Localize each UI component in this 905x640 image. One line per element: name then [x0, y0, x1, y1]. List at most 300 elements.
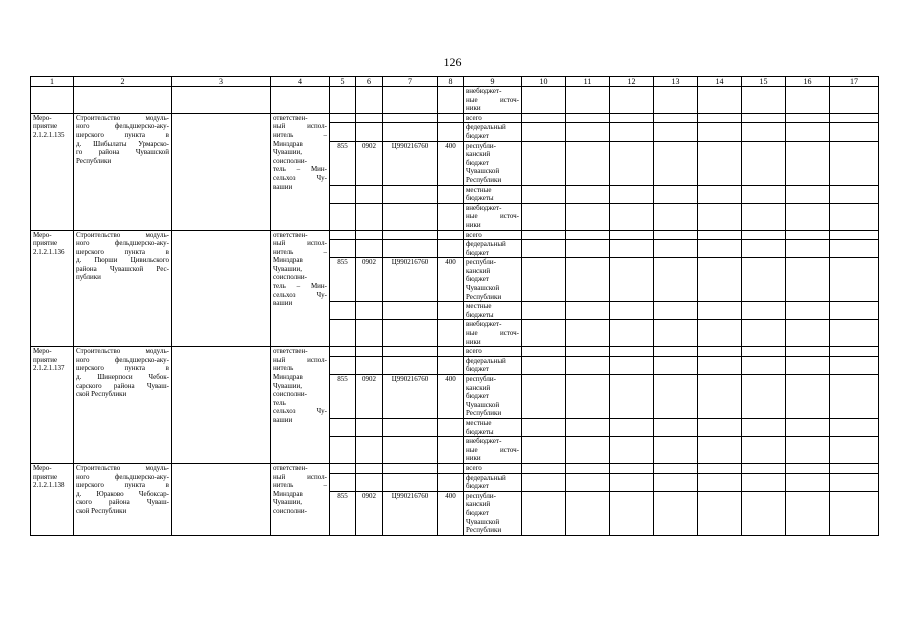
value-cell [522, 302, 566, 320]
code-cell [330, 302, 356, 320]
value-cell [654, 230, 698, 240]
code-cell [383, 185, 438, 203]
text-line: канский [466, 266, 491, 275]
value-cell [742, 473, 786, 491]
text-line: Минздрав [273, 373, 303, 381]
text-line: го района Чувашской [76, 148, 169, 157]
value-cell [522, 113, 566, 123]
value-cell [566, 230, 610, 240]
text-line: местные [466, 185, 492, 194]
text-line: Республики [466, 175, 502, 184]
code-cell [356, 230, 383, 240]
value-cell [698, 491, 742, 535]
value-cell [654, 418, 698, 436]
column-number: 10 [522, 77, 566, 87]
value-cell [522, 375, 566, 419]
code-vr: 400 [438, 375, 464, 419]
value-cell [742, 418, 786, 436]
value-cell [566, 113, 610, 123]
code-cell [438, 113, 464, 123]
text-line: внебюджет- [466, 87, 502, 95]
text-line: бюджет [466, 482, 489, 491]
value-cell [698, 87, 742, 114]
code-cell [356, 302, 383, 320]
text-line: ного фельдшерско-аку- [76, 355, 169, 364]
measure-label [31, 230, 74, 347]
value-cell [654, 356, 698, 374]
empty-cell [330, 87, 356, 114]
code-grbs: 855 [330, 258, 356, 302]
text-line: бюджет [466, 275, 489, 284]
column-number: 13 [654, 77, 698, 87]
code-cell [438, 347, 464, 357]
value-cell [830, 347, 879, 357]
text-line: Республики [466, 409, 502, 418]
text-line: бюджет [466, 392, 489, 401]
column-number: 3 [172, 77, 271, 87]
text-line: Республики [466, 526, 502, 535]
text-line: Строительство модуль- [76, 230, 169, 239]
text-line: Чувашии, [273, 264, 303, 273]
text-line: ответствен- [273, 113, 308, 122]
empty-cell [356, 87, 383, 114]
measure-name [74, 113, 172, 230]
code-cell [356, 473, 383, 491]
value-cell [566, 437, 610, 464]
code-cell [356, 418, 383, 436]
source-cell [464, 437, 522, 464]
code-rzpr: 0902 [356, 491, 383, 535]
code-cell [383, 418, 438, 436]
text-line: 2.1.2.1.136 [33, 247, 65, 256]
empty-cell [74, 87, 172, 114]
value-cell [654, 463, 698, 473]
value-cell [698, 320, 742, 347]
value-cell [566, 491, 610, 535]
code-cell [383, 347, 438, 357]
code-cell [356, 437, 383, 464]
text-line: бюджеты [466, 194, 494, 203]
text-line: приятие [33, 472, 58, 481]
value-cell [698, 141, 742, 185]
code-cell [330, 356, 356, 374]
value-cell [610, 258, 654, 302]
value-cell [742, 87, 786, 114]
code-cell [383, 473, 438, 491]
code-vr: 400 [438, 491, 464, 535]
value-cell [654, 87, 698, 114]
code-cell [438, 418, 464, 436]
column-number: 2 [74, 77, 172, 87]
value-cell [742, 258, 786, 302]
code-cell [356, 463, 383, 473]
source-cell [464, 473, 522, 491]
value-cell [786, 302, 830, 320]
source-cell [464, 418, 522, 436]
value-cell [654, 302, 698, 320]
text-line: ответствен- [273, 463, 308, 472]
code-cell [383, 203, 438, 230]
text-line: ного фельдшерско-аку- [76, 122, 169, 131]
text-line: ные источ- [466, 329, 519, 338]
value-cell [522, 87, 566, 114]
source-cell [464, 113, 522, 123]
value-cell [698, 185, 742, 203]
source-cell [464, 463, 522, 473]
value-cell [654, 375, 698, 419]
code-cell [330, 230, 356, 240]
text-line: Чувашской [466, 167, 500, 176]
value-cell [786, 240, 830, 258]
code-cell [383, 437, 438, 464]
code-cell [383, 123, 438, 141]
text-line: Меро- [33, 463, 52, 472]
value-cell [742, 437, 786, 464]
code-cell [356, 240, 383, 258]
text-line: шерского пункта в [76, 481, 169, 490]
code-cell [356, 113, 383, 123]
value-cell [566, 418, 610, 436]
value-cell [830, 123, 879, 141]
text-line: ный испол- [273, 122, 327, 131]
code-vr: 400 [438, 141, 464, 185]
value-cell [610, 356, 654, 374]
code-cell [356, 347, 383, 357]
value-cell [830, 141, 879, 185]
text-line: федеральный [466, 123, 506, 132]
text-line: шерского пункта в [76, 364, 169, 373]
value-cell [610, 113, 654, 123]
value-cell [610, 141, 654, 185]
code-cell [438, 473, 464, 491]
text-line: сарского района Чуваш- [76, 381, 169, 390]
code-cell [330, 320, 356, 347]
empty-cell [438, 87, 464, 114]
text-line: канский [466, 383, 491, 392]
code-cell [330, 437, 356, 464]
measure-executor [271, 463, 330, 535]
text-line: ного фельдшерско-аку- [76, 472, 169, 481]
measure-name [74, 347, 172, 464]
text-line: канский [466, 150, 491, 159]
text-line: Республики [76, 156, 112, 165]
code-cell [383, 356, 438, 374]
value-cell [698, 203, 742, 230]
code-cell [438, 302, 464, 320]
value-cell [654, 320, 698, 347]
value-cell [566, 463, 610, 473]
value-cell [522, 491, 566, 535]
value-cell [830, 230, 879, 240]
measure-executor [271, 347, 330, 464]
column-number: 15 [742, 77, 786, 87]
value-cell [522, 463, 566, 473]
code-cell [383, 302, 438, 320]
value-cell [566, 87, 610, 114]
text-line: всего [466, 463, 482, 472]
value-cell [786, 418, 830, 436]
value-cell [522, 230, 566, 240]
value-cell [654, 203, 698, 230]
code-vr: 400 [438, 258, 464, 302]
text-line: республи- [466, 491, 496, 500]
text-line: всего [466, 230, 482, 239]
value-cell [698, 302, 742, 320]
text-line: нитель – [273, 130, 327, 139]
value-cell [830, 258, 879, 302]
text-line: Строительство модуль- [76, 113, 169, 122]
text-line: ные источ- [466, 445, 519, 454]
source-cell [464, 491, 522, 535]
continuation-row [31, 87, 879, 114]
value-cell [786, 463, 830, 473]
text-line: д. Шинерпоси Чебок- [76, 373, 169, 381]
value-cell [654, 437, 698, 464]
column-number: 9 [464, 77, 522, 87]
column-number-row [31, 77, 879, 87]
value-cell [654, 141, 698, 185]
source-cell [464, 356, 522, 374]
value-cell [830, 473, 879, 491]
text-line: нитель – [273, 481, 327, 490]
text-line: ные источ- [466, 95, 519, 104]
page-number: 126 [443, 55, 462, 69]
code-grbs: 855 [330, 491, 356, 535]
column-number: 14 [698, 77, 742, 87]
source-cell [464, 185, 522, 203]
value-cell [786, 203, 830, 230]
value-cell [610, 473, 654, 491]
text-line: бюджет [466, 365, 489, 374]
text-line: бюджет [466, 248, 489, 257]
text-line: федеральный [466, 473, 506, 482]
value-cell [654, 123, 698, 141]
value-cell [610, 302, 654, 320]
text-line: Минздрав [273, 139, 303, 148]
measure-executor [271, 113, 330, 230]
text-line: внебюджет- [466, 437, 502, 446]
value-cell [786, 356, 830, 374]
text-line: ской Республики [76, 390, 127, 399]
text-line: Меро- [33, 347, 52, 356]
value-cell [566, 347, 610, 357]
code-cell [330, 113, 356, 123]
code-rzpr: 0902 [356, 375, 383, 419]
value-cell [522, 437, 566, 464]
text-line: 2.1.2.1.138 [33, 481, 65, 490]
value-cell [830, 240, 879, 258]
value-cell [698, 375, 742, 419]
measure-row [31, 113, 879, 123]
text-line: Чувашской [466, 517, 500, 526]
text-line: внебюджет- [466, 320, 502, 329]
text-line: ники [466, 220, 481, 229]
text-line: вашии [273, 299, 293, 308]
text-line: нитель [273, 364, 294, 373]
code-csr: Ц990216760 [383, 375, 438, 419]
text-line: местные [466, 418, 492, 427]
code-cell [330, 463, 356, 473]
value-cell [830, 418, 879, 436]
value-cell [566, 240, 610, 258]
text-line: приятие [33, 122, 58, 131]
text-line: тель – Мин- [273, 165, 327, 174]
text-line: д. Шибылаты Урмарско- [76, 139, 169, 148]
code-cell [356, 185, 383, 203]
empty-cell [383, 87, 438, 114]
text-line: сельхоз Чу- [273, 407, 327, 416]
text-line: бюджет [466, 131, 489, 140]
value-cell [610, 491, 654, 535]
value-cell [566, 375, 610, 419]
text-line: Строительство модуль- [76, 347, 169, 356]
code-cell [330, 123, 356, 141]
measure-row [31, 230, 879, 240]
measure-label [31, 113, 74, 230]
code-cell [438, 356, 464, 374]
value-cell [830, 113, 879, 123]
value-cell [742, 123, 786, 141]
value-cell [522, 347, 566, 357]
text-line: республи- [466, 258, 496, 267]
value-cell [566, 185, 610, 203]
value-cell [610, 418, 654, 436]
value-cell [522, 185, 566, 203]
value-cell [786, 230, 830, 240]
text-line: приятие [33, 239, 58, 248]
text-line: Минздрав [273, 256, 303, 265]
text-line: ской Республики [76, 506, 127, 515]
value-cell [654, 258, 698, 302]
code-cell [356, 123, 383, 141]
value-cell [786, 375, 830, 419]
code-grbs: 855 [330, 375, 356, 419]
column-number: 5 [330, 77, 356, 87]
source-cell [464, 302, 522, 320]
value-cell [786, 491, 830, 535]
text-line: федеральный [466, 356, 506, 365]
source-cell [464, 203, 522, 230]
code-cell [330, 185, 356, 203]
code-cell [438, 437, 464, 464]
value-cell [786, 473, 830, 491]
source-cell [464, 240, 522, 258]
value-cell [522, 203, 566, 230]
value-cell [698, 347, 742, 357]
text-line: тель [273, 398, 286, 407]
code-cell [330, 473, 356, 491]
text-line: сельхоз Чу- [273, 290, 327, 299]
text-line: района Чувашской Рес- [76, 264, 169, 273]
value-cell [786, 87, 830, 114]
value-cell [742, 302, 786, 320]
text-line: внебюджет- [466, 203, 502, 212]
text-line: сельхоз Чу- [273, 173, 327, 182]
text-line: федеральный [466, 240, 506, 249]
value-cell [610, 240, 654, 258]
text-line: д. Юраково Чебоксар- [76, 489, 169, 498]
text-line: бюджеты [466, 427, 494, 436]
value-cell [830, 203, 879, 230]
text-line: бюджеты [466, 310, 494, 319]
value-cell [566, 356, 610, 374]
value-cell [742, 113, 786, 123]
text-line: ники [466, 104, 481, 113]
empty-cell [172, 230, 271, 347]
text-line: ный испол- [273, 472, 327, 481]
text-line: Меро- [33, 113, 52, 122]
value-cell [698, 356, 742, 374]
value-cell [786, 123, 830, 141]
text-line: публики [76, 273, 101, 282]
source-cell [464, 87, 522, 114]
value-cell [742, 240, 786, 258]
text-line: канский [466, 500, 491, 509]
value-cell [742, 347, 786, 357]
value-cell [830, 463, 879, 473]
column-number: 17 [830, 77, 879, 87]
column-number: 16 [786, 77, 830, 87]
value-cell [830, 185, 879, 203]
code-cell [330, 418, 356, 436]
column-number: 11 [566, 77, 610, 87]
value-cell [566, 258, 610, 302]
column-number: 12 [610, 77, 654, 87]
code-cell [383, 463, 438, 473]
value-cell [786, 320, 830, 347]
code-cell [330, 347, 356, 357]
value-cell [654, 185, 698, 203]
value-cell [566, 141, 610, 185]
text-line: республи- [466, 375, 496, 383]
value-cell [742, 230, 786, 240]
value-cell [522, 473, 566, 491]
source-cell [464, 123, 522, 141]
code-cell [330, 203, 356, 230]
text-line: 2.1.2.1.135 [33, 130, 65, 139]
code-cell [438, 320, 464, 347]
value-cell [610, 230, 654, 240]
text-line: Республики [466, 292, 502, 301]
source-cell [464, 230, 522, 240]
value-cell [522, 240, 566, 258]
text-line: местные [466, 302, 492, 311]
value-cell [522, 418, 566, 436]
text-line: вашии [273, 415, 293, 424]
code-cell [356, 320, 383, 347]
value-cell [830, 356, 879, 374]
value-cell [654, 240, 698, 258]
value-cell [830, 437, 879, 464]
column-number: 1 [31, 77, 74, 87]
code-csr: Ц990216760 [383, 258, 438, 302]
empty-cell [172, 87, 271, 114]
measure-row [31, 463, 879, 473]
code-cell [383, 240, 438, 258]
value-cell [742, 491, 786, 535]
text-line: тель – Мин- [273, 282, 327, 291]
source-cell [464, 141, 522, 185]
value-cell [742, 375, 786, 419]
text-line: Чувашской [466, 284, 500, 293]
text-line: всего [466, 347, 482, 356]
value-cell [654, 347, 698, 357]
value-cell [786, 437, 830, 464]
value-cell [654, 113, 698, 123]
value-cell [610, 347, 654, 357]
value-cell [786, 258, 830, 302]
code-cell [383, 230, 438, 240]
